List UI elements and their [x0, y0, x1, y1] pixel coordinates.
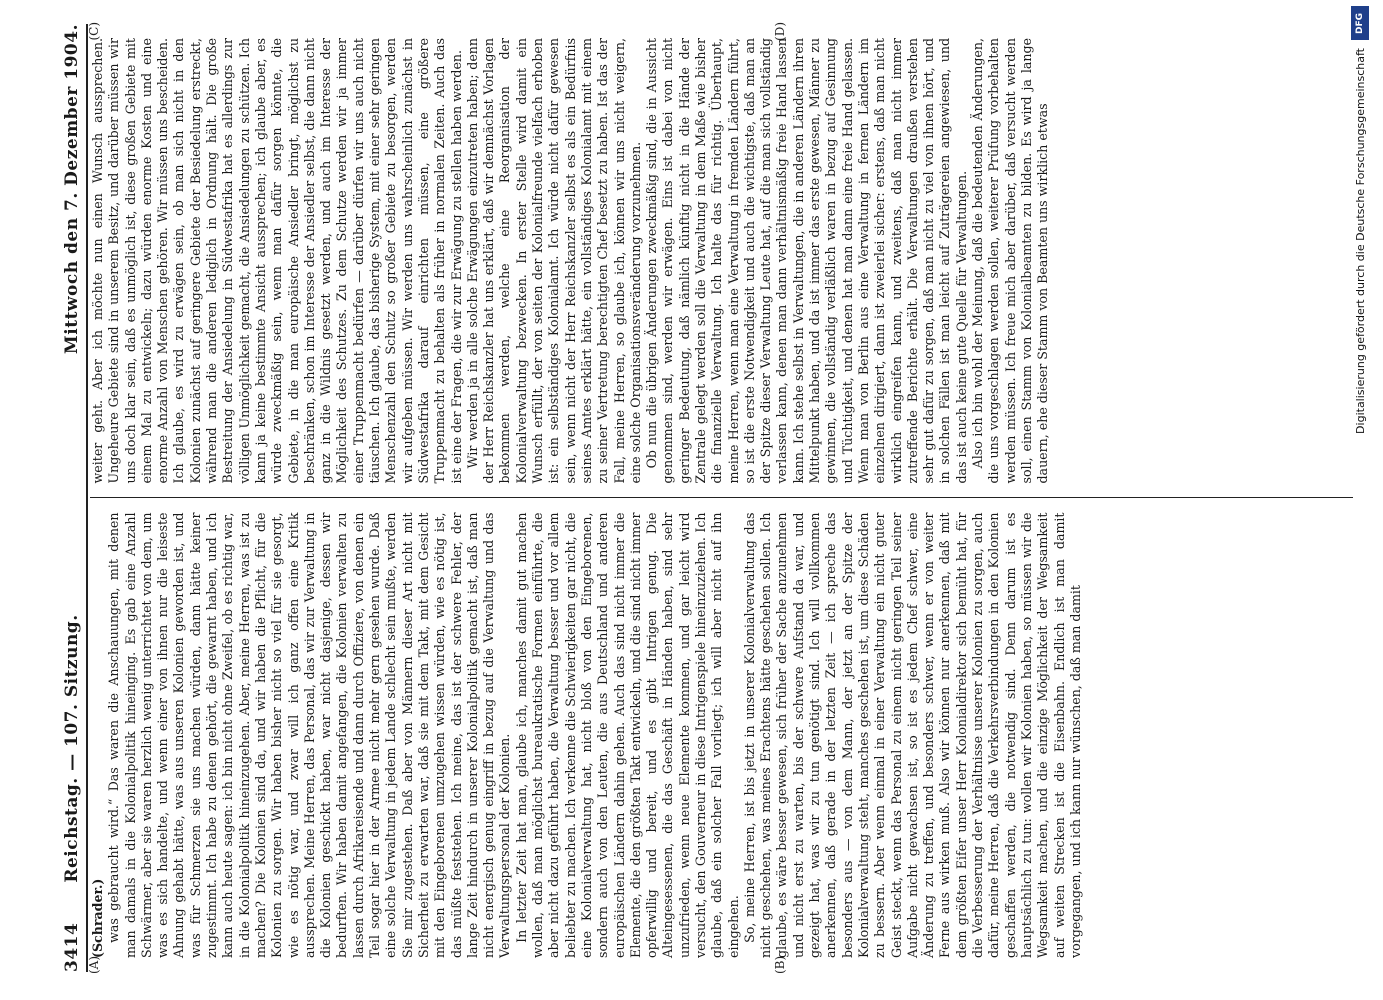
- paragraph: Also ich bin wohl der Meinung, daß die bedeutenden Änderungen, die uns vorgeschlagen werden sollen, weiterer Prüfung vorbehalten werden müssen. Ich freue mich aber darüber, daß versucht werden soll, einen Stamm von Kolonialbeamten zu bilden. Es wird ja lange dauern, ehe dieser Stamm von Beamten uns wirklich etwas: [970, 38, 1051, 484]
- dfg-logo: DFG: [1351, 6, 1369, 40]
- right-column: [87, 22, 1353, 499]
- paragraph: So, meine Herren, ist bis jetzt in unserer Kolonialverwaltung das nicht geschehen, was meines Erachtens hätte geschehen sollen. Ich glaube, es wäre besser gewesen, sich früher der Sache anzunehmen und nicht erst zu warten, bis der schwere Aufstand da war, und gezeigt hat, was wir zu tun genötigt sind. Ich will vollkommen anerkennen, daß gerade in der letzten Zeit — ich spreche das besonders aus — von dem Mann, der jetzt an der Spitze der Kolonialverwaltung steht, manches geschehen ist, um diese Schäden zu bessern. Aber wenn einmal in einer Verwaltung ein nicht guter Geist steckt, wenn das Personal zu einem nicht geringen Teil seiner Aufgabe nicht gewachsen ist, so ist es jedem Chef schwer, eine Änderung zu treffen, und besonders schwer, wenn er von weiter Ferne aus wirken muß. Also wir können nur anerkennen, daß mit dem größten Eifer unser Herr Kolonialdirektor sich bemüht hat, für die Verbesserung der Verhältnisse unserer Kolonien zu sorgen, auch dafür, meine Herren, daß die Verkehrsverbindungen in den Kolonien geschaffen werden, die notwendig sind. Denn darum ist es hauptsächlich zu tun: wollen wir Kolonien haben, so müssen wir die Wegsamkeit machen, und die einzige Möglichkeit der Wegsamkeit auf weiten Strecken ist die Eisenbahn. Endlich ist man damit vorgegangen, und ich kann nur wünschen, daß man damit: [741, 512, 1083, 958]
- margin-mark-d: (D): [773, 22, 787, 41]
- speaker-name: (Schrader.): [90, 878, 105, 958]
- margin-mark-c: (C): [87, 22, 101, 41]
- margin-mark-b: (B): [773, 955, 787, 974]
- paragraph: Ob nun die übrigen Änderungen zweckmäßig sind, die in Aussicht genommen sind, werden wir erwägen. Eins ist dabei von nicht geringer Bedeutung, daß nämlich künftig nicht in die Hände der Zentrale gelegt werden soll die Verwaltung in dem Maße wie bisher die finanzielle Verwaltung. Ich halte das für richtig. Überhaupt, meine Herren, wenn man eine Verwaltung in fremden Ländern führt, so ist die erste Notwendigkeit und auch die wichtigste, daß man an der Spitze dieser Verwaltung Leute hat, auf die man sich vollständig verlassen kann, denen man dann verhältnismäßig freie Hand lassen kann. Ich stehe selbst in Verwaltungen, die in anderen Ländern ihren Mittelpunkt haben, und da ist immer das erste gewesen, Männer zu gewinnen, die vollständig verläßlich waren in bezug auf Gesinnung und Tüchtigkeit, und denen hat man dann eine freie Hand gelassen. Wenn man von Berlin aus eine Verwaltung in fernen Ländern im einzelnen dirigiert, dann ist zweierlei sicher: erstens, daß man nicht wirklich eingreifen kann, und zweitens, daß man nicht immer zutreffende Berichte erhält. Die Verwaltungen draußen verstehen sehr gut dafür zu sorgen, daß man nicht zu viel von ihnen hört, und in solchen Fällen ist man leicht auf Zuträgereien angewiesen, und das ist auch keine gute Quelle für Verwaltungen.: [644, 38, 969, 484]
- paragraph: weiter geht. Aber ich möchte nun einen Wunsch aussprechen. Ungeheure Gebiete sind in unserem Besitz, und darüber müssen wir uns doch klar sein, daß es unmöglich ist, diese großen Gebiete mit einem Mal zu entwickeln; dazu würden enorme Kosten und eine enorme Anzahl von Menschen gehören. Wir müssen uns bescheiden. Ich glaube, es wird zu erwägen sein, ob man sich nicht in den Kolonien zunächst auf geringere Gebiete der Besiedelung erstreckt, während man die anderen lediglich in Ordnung hält. Die große Bestreitung der Ansiedelung in Südwestafrika hat es allerdings zur völligen Unmöglichkeit gemacht, die Ansiedelungen zu schützen. Ich kann ja keine bestimmte Ansicht aussprechen; ich glaube aber, es würde zweckmäßig sein, wenn man dafür sorgen könnte, die Gebiete, in die man europäische Ansiedler bringt, möglichst zu beschränken, schon im Interesse der Ansiedler selbst, die dann nicht ganz in die Wildnis gesetzt werden, und auch im Interesse der Möglichkeit des Schutzes. Zu dem Schutze werden wir ja immer einer Truppenmacht bedürfen — darüber dürfen wir uns auch nicht täuschen. Ich glaube, das bisherige System, mit einer sehr geringen Menschenzahl den Schutz so großer Gebiete zu besorgen, werden wir aufgeben müssen. Wir werden uns wahrscheinlich zunächst in Südwestafrika darauf einrichten müssen, eine größere Truppenmacht zu behalten als früher in normalen Zeiten. Auch das ist eine der Fragen, die wir zur Erwägung zu stellen haben werden.: [90, 38, 464, 484]
- paragraph: In letzter Zeit hat man, glaube ich, manches damit gut machen wollen, daß man möglichst bureaukratische Formen einführte, die aber nicht dazu geführt haben, die Verwaltung besser und vor allem beliebter zu machen. Ich verkenne die Schwierigkeiten gar nicht, die eine Kolonialverwaltung hat, nicht bloß von den Eingeborenen, sondern auch von den Leuten, die aus Deutschland und anderen europäischen Ländern dahin gehen. Auch das sind nicht immer die Elemente, die den größten Takt entwickeln, und die sind nicht immer opferwillig und bereit, und es gibt Intrigen genug. Die Alteingesessenen, die das Geschäft in Händen haben, sind sehr unzufrieden, wenn neue Elemente kommen, und gar leicht wird versucht, den Gouverneur in diese Intrigenspiele hineinzuziehen. Ich glaube, daß ein solcher Fall vorliegt; ich will aber nicht auf ihn eingehen.: [513, 512, 741, 958]
- margin-mark-a: (A): [87, 955, 101, 974]
- paragraph: Wir werden ja in alle solche Erwägungen einzutreten haben; denn der Herr Reichskanzler hat uns erklärt, daß wir demnächst Vorlagen bekommen werden, welche eine Reorganisation der Kolonialverwaltung bezwecken. In erster Stelle wird damit ein Wunsch erfüllt, der von seiten der Kolonialfreunde vielfach erhoben ist: ein selbständiges Kolonialamt. Ich würde nicht dafür gewesen sein, wenn nicht der Herr Reichskanzler selbst es als ein Bedürfnis seines Amtes erklärt hätte, ein vollständiges Kolonialamt mit einem zu seiner Vertretung berechtigten Chef besetzt zu haben. Ist das der Fall, meine Herren, so glaube ich, können wir uns nicht weigern, eine solche Organisationsveränderung vorzunehmen.: [464, 38, 643, 484]
- paragraph: was gebraucht wird.“ Das waren die Anschauungen, mit denen man damals in die Kolonialpolitik hineinging. Es gab eine Anzahl Schwärmer, aber sie waren herzlich wenig unterrichtet von dem, um was es sich handelte, und wenn einer von ihnen nur die leiseste Ahnung gehabt hätte, was aus unseren Kolonien geworden ist, und was für Schmerzen sie uns machen würden, dann hätte keiner zugestimmt. Ich habe zu denen gehört, die gewarnt haben, und ich kann auch heute sagen: ich bin nicht ohne Zweifel, ob es richtig war, in die Kolonialpolitik hineinzugehen. Aber, meine Herren, was ist zu machen? Die Kolonien sind da, und wir haben die Pflicht, für die Kolonien zu sorgen. Wir haben bisher nicht so viel für sie gesorgt, wie es nötig war, und zwar will ich ganz offen eine Kritik aussprechen. Meine Herren, das Personal, das wir zur Verwaltung in die Kolonien geschickt haben, war nicht dasjenige, dessen wir bedurften. Wir haben damit angefangen, die Kolonien verwalten zu lassen durch Afrikareisende und dann durch Offiziere, von denen ein Teil sogar hier in der Armee nicht mehr gern gesehen wurde. Daß eine solche Verwaltung in jedem Lande schlecht sein mußte, werden Sie mir zugestehen. Daß aber von Männern dieser Art nicht mit Sicherheit zu erwarten war, daß sie mit dem Takt, mit dem Gesicht mit den Eingeborenen umzugehen wissen würden, wie es nötig ist, das müßte feststehen. Ich meine, das ist der schwere Fehler, der lange Zeit hindurch in unserer Kolonialpolitik gemacht ist, daß man nicht energisch genug eingriff in bezug auf die Verwaltung und das Verwaltungspersonal der Kolonien.: [106, 512, 513, 958]
- session-date: Mittwoch den 7. Dezember 1904.: [62, 24, 82, 355]
- dfg-credit-strip: [1342, 6, 1378, 994]
- session-title: Reichstag. — 107. Sitzung.: [62, 614, 82, 883]
- text-columns: [87, 22, 1353, 974]
- page-number: 3414: [62, 922, 82, 972]
- left-column: [87, 499, 1353, 974]
- digitization-credit: Digitalisierung gefördert durch die Deutsche Forschungsgemeinschaft: [1353, 48, 1367, 434]
- page-header: [40, 24, 88, 972]
